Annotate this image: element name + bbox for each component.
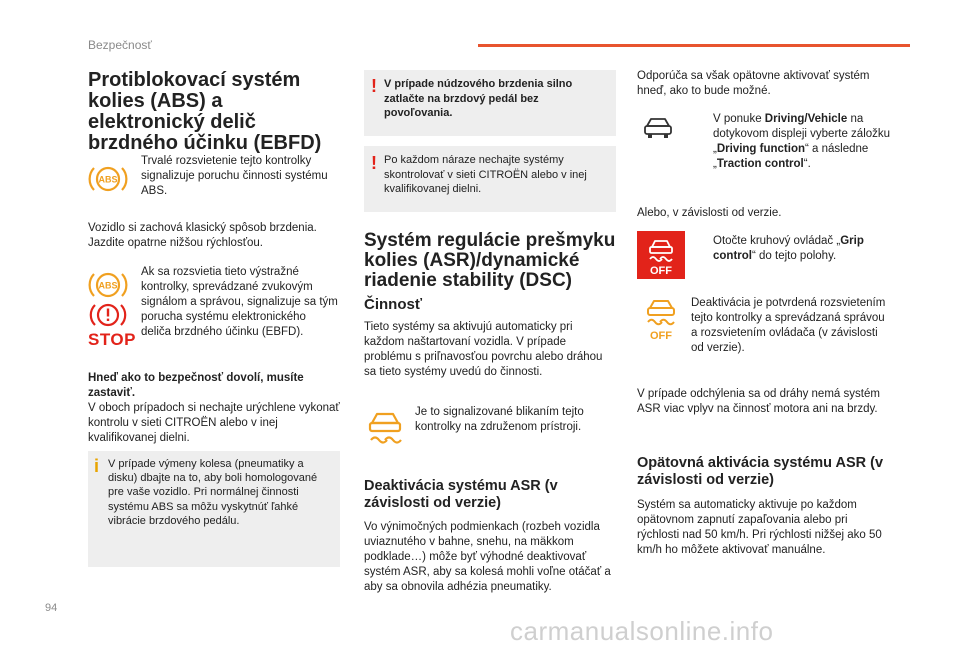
deactivation-paragraph: Vo výnimočných podmienkach (rozbeh vozidla uviaznutého v bahne, snehu, na mäkkom podklade…) môže byť výhodné deaktivovať systém ASR, aby sa kolesá mohli voľne otáčať a aby sa obnovila adhézia pneumatiky. <box>364 521 611 593</box>
asr-dsc-section-title: Systém regulácie prešmyku kolies (ASR)/dynamické riadenie stability (DSC) <box>364 230 616 291</box>
menu-text-2: na dotykovom displeji vyberte záložku „ <box>713 113 891 155</box>
deactivation-confirmed-text: Deaktivácia je potvrdená rozsvietením tejto kontrolky a sprevádzaná správou a rozsvietením ovládača (v závislosti od verzie). <box>691 297 886 354</box>
header-accent-bar <box>478 44 910 47</box>
touchscreen-instruction <box>713 112 893 172</box>
impact-check-note: Po každom náraze nechajte systémy skontrolovať v sieti CITROËN alebo v inej kvalifikovanej dielni. <box>384 154 587 195</box>
braking-paragraph: Vozidlo si zachová klasický spôsob brzdenia. Jazdite opatrne nižšou rýchlosťou. <box>88 222 317 249</box>
stop-lamp-label: STOP <box>88 330 136 349</box>
stop-warning-block <box>88 371 340 446</box>
menu-text-4: “. <box>803 158 811 170</box>
operation-paragraph: Tieto systémy sa aktivujú automaticky pri každom naštartovaní vozidla. V prípade problému s priľnavosťou povrchu alebo dráhou sa tieto systémy uvedú do činnosti. <box>364 321 603 378</box>
menu-traction-control-label: Traction control <box>716 158 804 170</box>
abs-lamp-label: ABS <box>98 280 118 291</box>
warning-note-box-2 <box>364 146 616 212</box>
grip-control-instruction <box>713 234 893 264</box>
info-note-text: V prípade výmeny kolesa (pneumatiky a disku) dbajte na to, aby boli homologované pre vaše vozidlo. Pri normálnej činnosti systému ABS sa môžu vyskytnúť ľahké vibrácie brzdového pedálu. <box>108 458 318 527</box>
ebfd-warning-text: Ak sa rozsvietia tieto výstražné kontrolky, sprevádzané zvukovým signálom a správou, signalizuje sa tým porucha systému elektronického deliča brzdného účinku (EBFD). <box>141 266 338 338</box>
stop-warning-rest: V oboch prípadoch si nechajte urýchlene vykonať kontrolu v sieti CITROËN alebo v inej kvalifikovanej dielni. <box>88 402 340 444</box>
vehicle-menu-icon <box>640 114 676 142</box>
watermark: carmanualsonline.info <box>510 616 774 646</box>
warning-note-box-1 <box>364 70 616 136</box>
menu-text-1: V ponuke <box>713 113 765 125</box>
esp-off-button-icon <box>637 231 685 279</box>
emergency-braking-note: V prípade núdzového brzdenia silno zatlačte na brzdový pedál bez povoľovania. <box>384 78 573 119</box>
operation-subtitle: Činnosť <box>364 296 423 313</box>
stop-warning-bold: Hneď ako to bezpečnosť dovolí, musíte zastaviť. <box>88 372 304 399</box>
off-label: OFF <box>650 265 672 277</box>
reactivate-advice: Odporúča sa však opätovne aktivovať systém hneď, ako to bude možné. <box>637 70 870 97</box>
menu-text-3: “ a následne „ <box>713 143 869 170</box>
asr-deactivation-subtitle: Deaktivácia systému ASR (v závislosti od verzie) <box>364 478 558 511</box>
info-note-box <box>88 451 340 567</box>
abs-lamp-label: ABS <box>98 174 118 185</box>
info-icon: i <box>94 456 100 476</box>
grip-text-1: Otočte kruhový ovládač „ <box>713 235 841 247</box>
menu-driving-function-label: Driving function <box>716 143 806 155</box>
brake-warning-icon <box>88 300 128 330</box>
section-header: Bezpečnosť <box>88 38 152 52</box>
off-lamp-label: OFF <box>650 330 672 342</box>
abs-lamp-icon <box>88 162 128 196</box>
reactivation-paragraph: Systém sa automaticky aktivuje po každom opätovnom zapnutí zapaľovania alebo pri rýchlosti nad 50 km/h. Pri rýchlosti nižšej ako 50 km/h ho môžete aktivovať manuálne. <box>637 499 882 556</box>
menu-vehicle-label: Driving/Vehicle <box>764 113 848 125</box>
warning-icon: ! <box>371 76 377 96</box>
blink-indicator-text: Je to signalizované blikaním tejto kontrolky na združenom prístroji. <box>415 406 584 433</box>
abs-lamp-text: Trvalé rozsvietenie tejto kontrolky signalizuje poruchu činnosti systému ABS. <box>141 155 328 197</box>
asr-dsc-lamp-icon <box>364 409 406 447</box>
warning-icon: ! <box>371 153 377 173</box>
abs-section-title: Protiblokovací systém kolies (ABS) a elektronický delič brzdného účinku (EBFD) <box>88 69 322 154</box>
grip-control-label: Grip control <box>713 235 864 262</box>
trajectory-deviation-text: V prípade odchýlenia sa od dráhy nemá systém ASR viac vplyv na činnosť motora ani na brzdy. <box>637 388 880 415</box>
abs-lamp-icon-2 <box>88 268 128 302</box>
asr-reactivation-subtitle: Opätovná aktivácia systému ASR (v závislosti od verzie) <box>637 455 884 488</box>
alternative-text: Alebo, v závislosti od verzie. <box>637 207 782 219</box>
page-number: 94 <box>45 602 58 614</box>
esp-off-lamp-icon <box>641 296 681 342</box>
grip-text-2: “ do tejto polohy. <box>751 250 837 262</box>
